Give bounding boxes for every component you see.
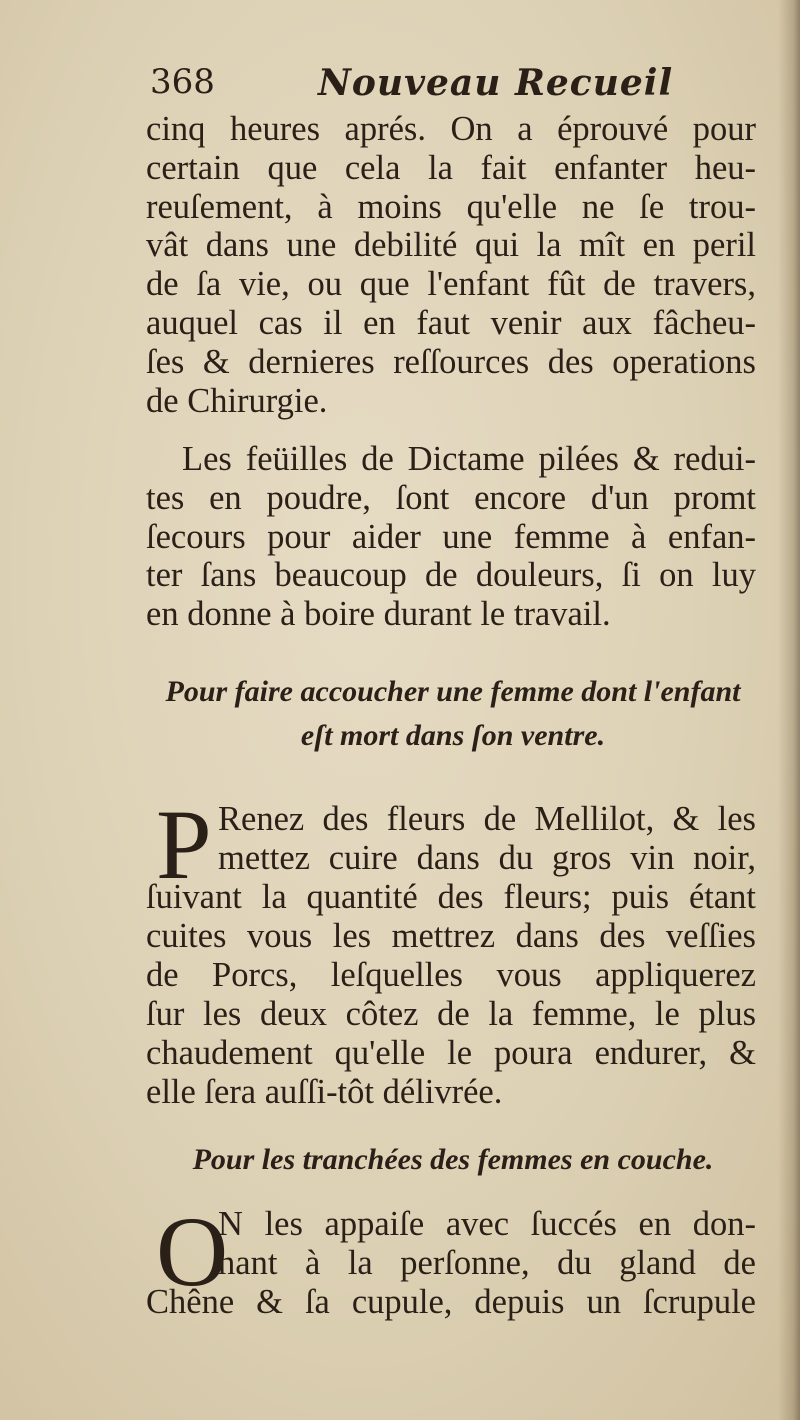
paragraph-4 xyxy=(146,1196,756,1322)
text-line: auquel cas il en faut venir aux fâcheu- xyxy=(146,303,756,342)
section-heading-1 xyxy=(148,670,758,758)
page-edge-shadow xyxy=(778,0,800,1420)
text-line: cuites vous les mettrez dans des veſſies xyxy=(146,917,756,955)
drop-cap: O xyxy=(156,1196,229,1307)
text-line: ſuivant la quantité des fleurs; puis étant xyxy=(146,878,756,916)
text-line: certain que cela la fait enfanter heu- xyxy=(146,148,756,187)
heading-line: eſt mort dans ſon ventre. xyxy=(300,719,606,752)
text-line: mettez cuire dans du gros vin noir, xyxy=(218,839,756,877)
text-line: tes en poudre, ſont encore d'un promt xyxy=(146,478,756,517)
text-line: chaudement qu'elle le poura endurer, & xyxy=(146,1034,756,1072)
text-line: de Porcs, leſquelles vous appliquerez xyxy=(146,956,756,994)
text-line: N les appaiſe avec ſuccés en don- xyxy=(218,1205,756,1243)
paragraph-2 xyxy=(146,440,756,634)
page-number: 368 xyxy=(150,62,215,102)
text-line: de ſa vie, ou que l'enfant fût de travers, xyxy=(146,265,756,304)
text-line: ſur les deux côtez de la femme, le plus xyxy=(146,995,756,1033)
paragraph-3 xyxy=(146,789,756,1112)
text-line: en donne à boire durant le travail. xyxy=(146,595,611,634)
text-line: ſes & dernieres reſſources des operations xyxy=(146,342,756,381)
drop-cap: P xyxy=(156,789,212,900)
heading-line: Pour les tranchées des femmes en couche. xyxy=(192,1143,714,1176)
text-line: reuſement, à moins qu'elle ne ſe trou- xyxy=(146,187,756,226)
text-line: vât dans une debilité qui la mît en peril xyxy=(146,226,756,265)
text-line: de Chirurgie. xyxy=(146,381,328,420)
section-heading-2 xyxy=(148,1138,758,1182)
running-title: Nouveau Recueil xyxy=(318,62,674,104)
heading-line: Pour faire accoucher une femme dont l'enfant xyxy=(165,675,741,708)
text-line: nant à la perſonne, du gland de xyxy=(218,1244,756,1282)
text-line: cinq heures aprés. On a éprouvé pour xyxy=(146,110,756,148)
text-line: Renez des fleurs de Mellilot, & les xyxy=(218,800,756,838)
paragraph-1 xyxy=(146,110,756,420)
text-line: elle ſera auſſi-tôt délivrée. xyxy=(146,1073,503,1111)
text-line: ſecours pour aider une femme à enfan- xyxy=(146,517,756,556)
text-line: Les feüilles de Dictame pilées & redui- xyxy=(182,440,756,478)
text-line: ter ſans beaucoup de douleurs, ſi on luy xyxy=(146,556,756,595)
page-header xyxy=(150,62,750,114)
text-line: Chêne & ſa cupule, depuis un ſcrupule xyxy=(146,1283,756,1321)
